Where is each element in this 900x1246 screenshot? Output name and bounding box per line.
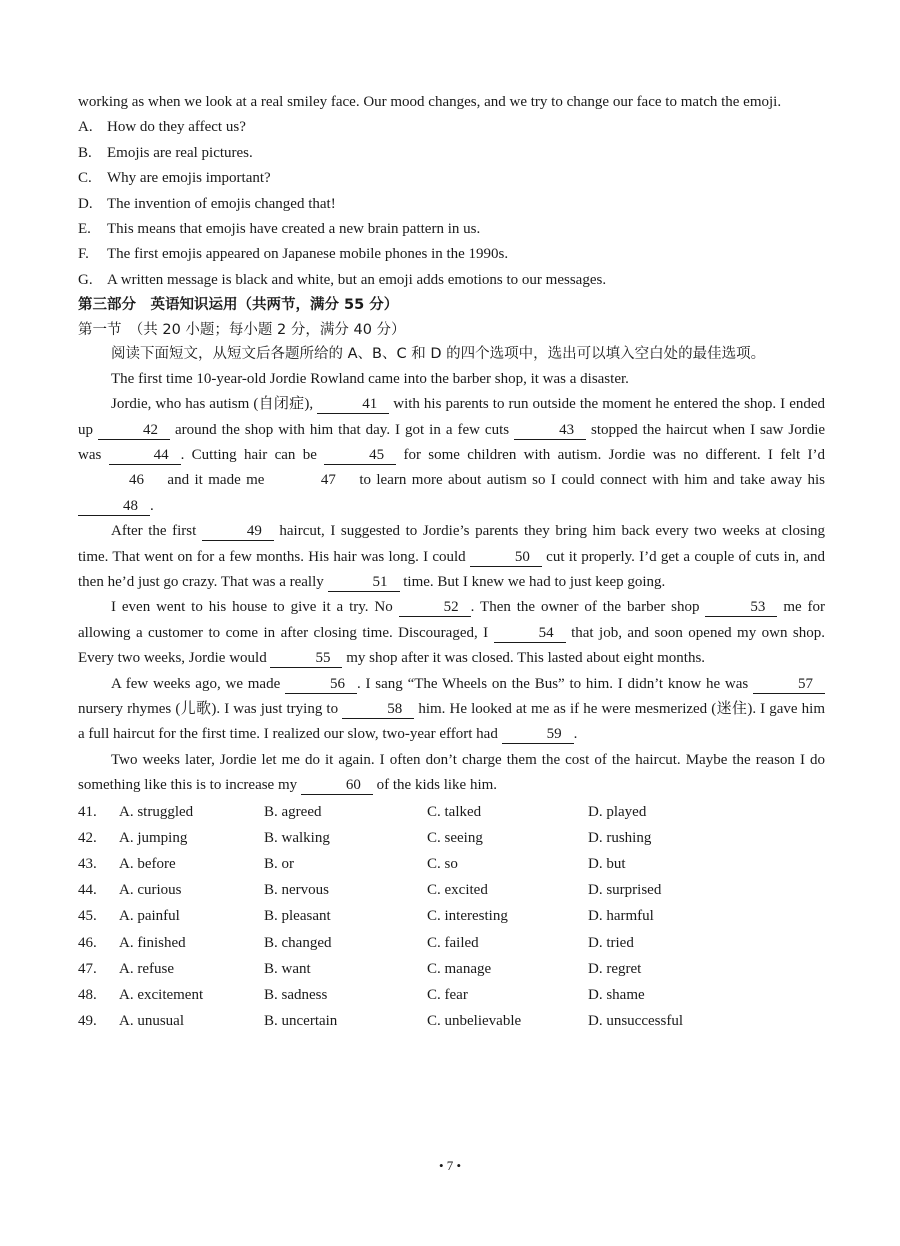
blank-57: 57	[753, 675, 825, 694]
blank-43: 43	[514, 421, 586, 440]
passage-tail: working as when we look at a real smiley face. Our mood changes, and we try to change our face to match the emoji.	[78, 94, 782, 110]
blank-60: 60	[301, 776, 373, 795]
question-choices	[78, 799, 825, 1035]
blank-45: 45	[324, 446, 396, 465]
question-row: 41. A. struggled B. agreed C. talked D. played	[78, 803, 647, 820]
blank-55: 55	[270, 649, 342, 668]
section1-heading: 第一节 （共 20 小题；每小题 2 分，满分 40 分）	[78, 321, 406, 338]
question-row: 44. A. curious B. nervous C. excited D. surprised	[78, 882, 662, 899]
blank-52: 52	[399, 598, 471, 617]
instructions: 阅读下面短文，从短文后各题所给的 A、B、C 和 D 的四个选项中，选出可以填入空白处的最佳选项。	[111, 346, 766, 363]
option-f: F. The first emojis appeared on Japanese mobile phones in the 1990s.	[78, 246, 509, 263]
blank-49: 49	[202, 522, 274, 541]
question-row: 49. A. unusual B. uncertain C. unbelievable D. unsuccessful	[78, 1013, 683, 1030]
blank-59: 59	[502, 725, 574, 744]
exam-page	[78, 90, 825, 1034]
answer-options	[78, 115, 825, 293]
blank-51: 51	[328, 573, 400, 592]
blank-42: 42	[98, 421, 170, 440]
option-g: G. A written message is black and white, but an emoji adds emotions to our messages.	[78, 271, 607, 288]
part3-heading: 第三部分 英语知识运用（共两节，满分 55 分）	[78, 297, 399, 314]
question-row: 42. A. jumping B. walking C. seeing D. rushing	[78, 829, 652, 846]
question-row: 46. A. finished B. changed C. failed D. tried	[78, 934, 634, 951]
blank-50: 50	[470, 548, 542, 567]
blank-47: 47	[320, 472, 336, 489]
blank-54: 54	[494, 624, 566, 643]
passage-paragraph-3: After the first 49 haircut, I suggested to Jordie’s parents they bring him back every two weeks at closing time. That went on for a few months. His hair was long. I could 50 cut it properly. I’d get a couple of cuts in, and then he’d just go crazy. That was a really 51 time. But I knew we had to just keep going.	[78, 523, 826, 590]
option-a: A. How do they affect us?	[78, 119, 246, 136]
question-row: 47. A. refuse B. want C. manage D. regret	[78, 960, 642, 977]
blank-53: 53	[705, 598, 777, 617]
option-c: C. Why are emojis important?	[78, 170, 271, 187]
blank-48: 48	[78, 497, 150, 516]
option-b: B. Emojis are real pictures.	[78, 144, 253, 161]
blank-41: 41	[317, 395, 389, 414]
blank-44: 44	[109, 446, 181, 465]
question-row: 45. A. painful B. pleasant C. interesting D. harmful	[78, 908, 654, 925]
blank-56: 56	[285, 675, 357, 694]
passage-paragraph-5: A few weeks ago, we made 56 . I sang “The Wheels on the Bus” to him. I didn’t know he was 57 nursery rhymes (儿歌). I was just trying to 58 him. He looked at me as if he were mesmerized (迷住). I gave him a full haircut for the first time. I realized our slow, two-year effort had 59 .	[78, 675, 826, 743]
passage-paragraph-4: I even went to his house to give it a try. No 52 . Then the owner of the barber shop 53 me for allowing a customer to come in after closing time. Discouraged, I 54 that job, and soon opened my own shop. Every two weeks, Jordie would 55 my shop after it was closed. This lasted about eight months.	[78, 599, 826, 667]
passage-paragraph-6: Two weeks later, Jordie let me do it again. I often don’t charge them the cost of the haircut. Maybe the reason I do something like this is to increase my 60 of the kids like him.	[78, 751, 825, 794]
option-d: D. The invention of emojis changed that!	[78, 195, 336, 212]
blank-58: 58	[342, 700, 414, 719]
passage-paragraph-2: Jordie, who has autism (自闭症), 41 with his parents to run outside the moment he entered the shop. I ended up 42 around the shop with him that day. I got in a few cuts 43 stopped the haircut when I saw Jordie was 44 . Cutting hair can be 45 for some children with autism. Jordie was no different. I felt I’d 46 and it made me 47 to learn more about autism so I could connect with him and take away his 48 .	[78, 396, 826, 514]
option-e: E. This means that emojis have created a new brain pattern in us.	[78, 221, 481, 238]
passage-paragraph-1: The first time 10-year-old Jordie Rowland came into the barber shop, it was a disaster.	[111, 370, 629, 387]
page-number: • 7 •	[438, 1158, 462, 1173]
question-row: 43. A. before B. or C. so D. but	[78, 856, 626, 873]
blank-46: 46	[129, 472, 144, 489]
question-row: 48. A. excitement B. sadness C. fear D. shame	[78, 987, 645, 1004]
